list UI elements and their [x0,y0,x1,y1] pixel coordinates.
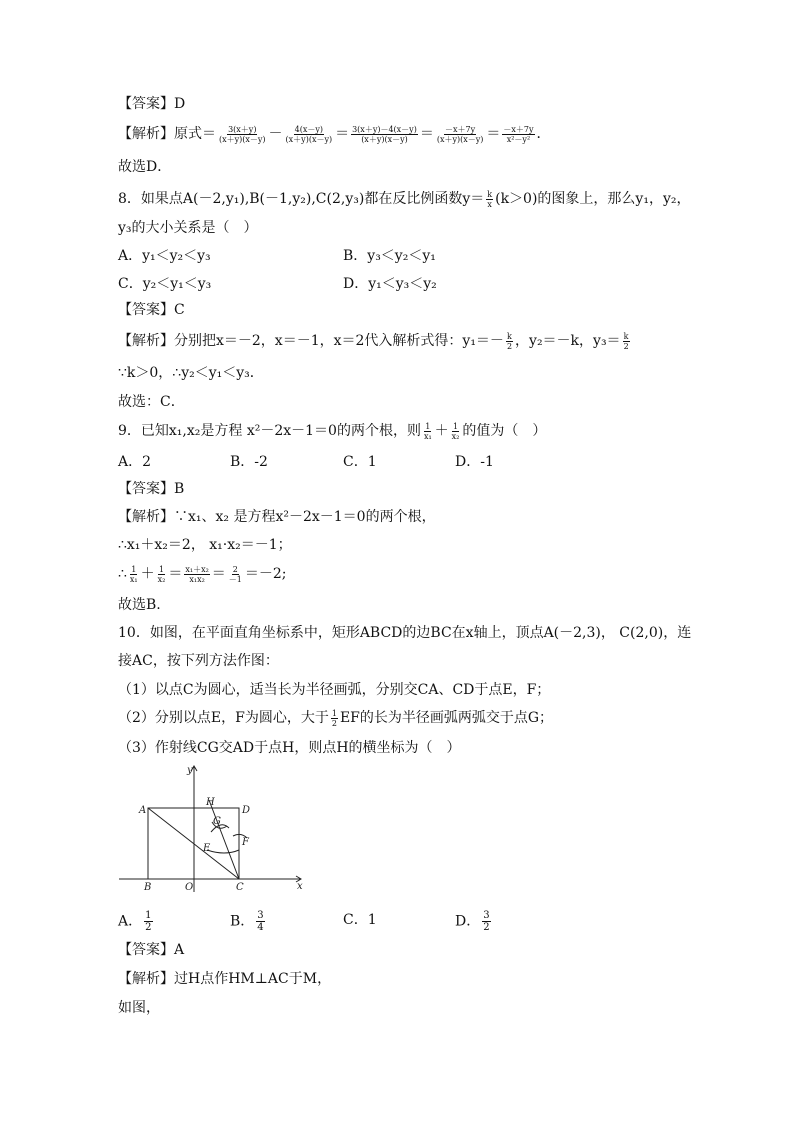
fraction-s4: $\frac{2}{-1}$ [228,564,242,584]
fraction-k-over-2-b: $\frac{k}{2}$ [623,331,629,351]
fraction-3-4: $\frac{3}{4}$ [257,910,264,933]
fraction-1: $\frac{3(x+y)}{(x+y)(x-y)}$ [219,124,266,144]
fraction-half: $\frac{1}{2}$ [331,708,337,728]
q10-option-a[interactable]: A． $\frac{1}{2}$ [118,910,152,933]
label-g: G [213,816,221,827]
q8-option-d[interactable]: D．y₁＜y₃＜y₂ [343,276,437,292]
fraction-s1: $\frac{1}{\text{x₁}}$ [129,564,138,584]
label-b: B [144,882,152,893]
label-a: A [139,805,147,816]
fraction-s2: $\frac{1}{\text{x₂}}$ [157,564,166,584]
fraction-5: $\frac{-x+7y}{\text{x²－y²}}$ [503,124,534,144]
solution-expression: 【解析】原式＝ $\frac{3(x+y)}{(x+y)(x-y)}$ － $\frac{4(x-y)}{(x+y)(x-y)}$ ＝ $\frac{3(x+y)-4(x-y)}{(x+y)(x-y)}$ ＝ $\frac{-x+7y}{(x+y)(x-y)}$ ＝ $\frac{-x+7y}{\text{x²－y²}}$ ． [118,124,551,144]
q9-solution-1: 【解析】∵x₁、x₂ 是方程x²－2x－1＝0的两个根， [118,509,436,525]
q10-step-1: （1）以点C为圆心，适当长为半径画弧，分别交CA、CD于点E，F； [118,682,551,698]
conclusion-line: 故选D． [118,159,172,175]
q8-option-c[interactable]: C．y₂＜y₁＜y₃ [118,276,212,292]
q9-solution-2: ∴x₁＋x₂＝2， x₁·x₂＝－1； [118,537,292,553]
label-f: F [242,837,249,848]
q10-solution: 【解析】过H点作HM⊥AC于M， [118,971,332,987]
q8-option-a[interactable]: A．y₁＜y₂＜y₃ [118,248,211,264]
q8-answer: 【答案】C [118,302,185,318]
q10-solution-cont: 如图， [118,1000,160,1016]
fraction-3-2: $\frac{3}{2}$ [483,910,490,933]
fraction-1-over-x2: $\frac{1}{\text{x₂}}$ [451,421,460,441]
q10-option-b[interactable]: B． $\frac{3}{4}$ [230,910,264,933]
q8-conclusion: 故选：C． [118,394,185,410]
q9-answer: 【答案】B [118,481,185,497]
fraction-k-over-2: $\frac{k}{2}$ [506,331,513,351]
geometry-figure [115,762,315,894]
question-10-stem-cont: 接AC，按下列方法作图： [118,653,279,669]
q9-solution-3: ∴ $\frac{1}{\text{x₁}}$ ＋ $\frac{1}{\text{x₂}}$ ＝ $\frac{\text{x₁＋x₂}}{\text{x₁x₂}}$ ＝ $\frac{2}{-1}$ ＝－2; [118,564,287,584]
fraction-2: $\frac{4(x-y)}{(x+y)(x-y)}$ [285,124,333,144]
q9-option-d[interactable]: D．-1 [455,454,494,470]
arc-ef [207,850,239,853]
fraction-4: $\frac{-x+7y}{(x+y)(x-y)}$ [436,124,484,144]
label-x: x [297,881,303,892]
q10-step-2: （2）分别以点E，F为圆心，大于 $\frac{1}{2}$ EF的长为半径画弧两弧交于点G； [118,708,554,728]
q9-option-a[interactable]: A．2 [118,454,152,470]
q8-solution-2: ∵k＞0，∴y₂＜y₁＜y₃． [118,365,264,381]
q10-answer: 【答案】A [118,942,185,958]
q8-option-b[interactable]: B．y₃＜y₂＜y₁ [343,248,436,264]
fraction-1-over-x1: $\frac{1}{\text{x₁}}$ [423,421,432,441]
q9-option-c[interactable]: C．1 [343,454,377,470]
q10-step-3: （3）作射线CG交AD于点H，则点H的横坐标为（ ） [118,740,461,756]
label-o: O [185,882,194,893]
q9-option-b[interactable]: B．-2 [230,454,268,470]
label-e: E [203,843,211,854]
question-8-stem: 8．如果点A(－2,y₁),B(－1,y₂),C(2,y₃)都在反比例函数y＝ $\frac{k}{x}$ (k＞0)的图象上，那么y₁，y₂， [118,189,691,209]
label-h: H [206,797,215,808]
label-c: C [236,882,244,893]
fraction-s3: $\frac{\text{x₁＋x₂}}{\text{x₁x₂}}$ [185,564,209,584]
q10-option-c[interactable]: C．1 [343,912,377,928]
q8-solution: 【解析】分别把x＝－2，x＝－1，x＝2代入解析式得：y₁＝－ $\frac{k}{2}$ ，y₂＝－k，y₃＝ $\frac{k}{2}$ [118,331,629,351]
fraction-k-over-x: $\frac{k}{x}$ [487,189,493,209]
question-9-stem: 9．已知x₁,x₂是方程 x²－2x－1＝0的两个根，则 $\frac{1}{\text{x₁}}$ ＋ $\frac{1}{\text{x₂}}$ 的值为（ ） [118,421,547,441]
label-d: D [242,805,251,816]
solution-prefix: 【解析】原式＝ [118,126,216,142]
fraction-1-2: $\frac{1}{2}$ [145,910,152,933]
fraction-3: $\frac{3(x+y)-4(x-y)}{(x+y)(x-y)}$ [352,124,417,144]
label-y: y [187,765,193,776]
q10-option-d[interactable]: D． $\frac{3}{2}$ [455,910,490,933]
question-8-stem-cont: y₃的大小关系是（ ） [118,220,258,236]
question-10-stem: 10．如图，在平面直角坐标系中，矩形ABCD的边BC在x轴上，顶点A(－2,3)， C(2,0)，连 [118,625,692,641]
answer-label: 【答案】D [118,96,186,112]
q9-conclusion: 故选B. [118,597,161,613]
